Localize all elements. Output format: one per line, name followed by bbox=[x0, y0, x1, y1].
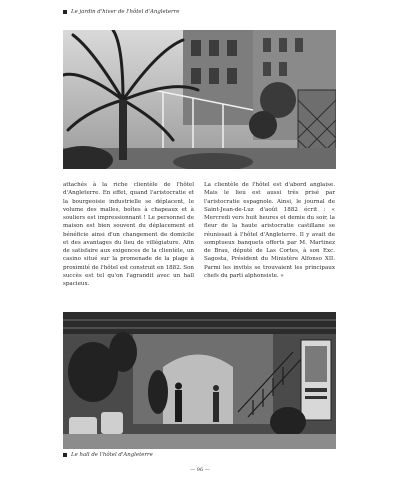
top-photo-caption bbox=[63, 9, 179, 15]
text-column-left: attachés à la riche clientèle de l'hôtel d'Angleterre. En effet, quand l'aristocratie et la bourgeoisie industrielle se déplacent, le volume des malles, boîtes à chapeaux et à souliers est impressionnant ! Le personnel de maison est bien souvent du déplacement et bénéficie ainsi d'un changement de domicile et des avantages du lieu de villégiature. Afin de satisfaire aux exigences de la clientèle, un casino situé sur la promenade de la plage à proximité de l'hôtel est construit en 1882. Son succès est tel qu'on l'agrandit avec un hall spacieux. bbox=[63, 182, 194, 287]
caption-bullet-icon bbox=[63, 10, 67, 14]
text-column-right: La clientèle de l'hôtel est d'abord anglaise. Mais le lieu est aussi très prisé par l'aristocratie espagnole. Ainsi, le journal de Saint-Jean-de-Luz d'août 1882 écrit : « Mercredi vers huit heures et demie du soir, la fleur de la haute aristocratie castillane se réunissait à l'hôtel d'Angleterre. Il y avait de somptueux banquets offerts par M. Martinez de Brau, député de Las Cortes, à son Exc. Sagosta, Président du Ministère Alfonso XII. Parmi les invités se trouvaient les principaux chefs du parti alphonsiste. » bbox=[204, 182, 335, 279]
page-number: — 96 — bbox=[190, 467, 210, 473]
bottom-photo-caption bbox=[63, 452, 153, 458]
top-caption-text: Le jardin d'hiver de l'hôtel d'Angleterre bbox=[71, 9, 180, 15]
bottom-caption-text: Le hall de l'hôtel d'Angleterre bbox=[71, 452, 153, 458]
hotel-hall-photo bbox=[63, 312, 336, 449]
winter-garden-photo bbox=[63, 30, 336, 169]
caption-bullet-icon bbox=[63, 453, 67, 457]
